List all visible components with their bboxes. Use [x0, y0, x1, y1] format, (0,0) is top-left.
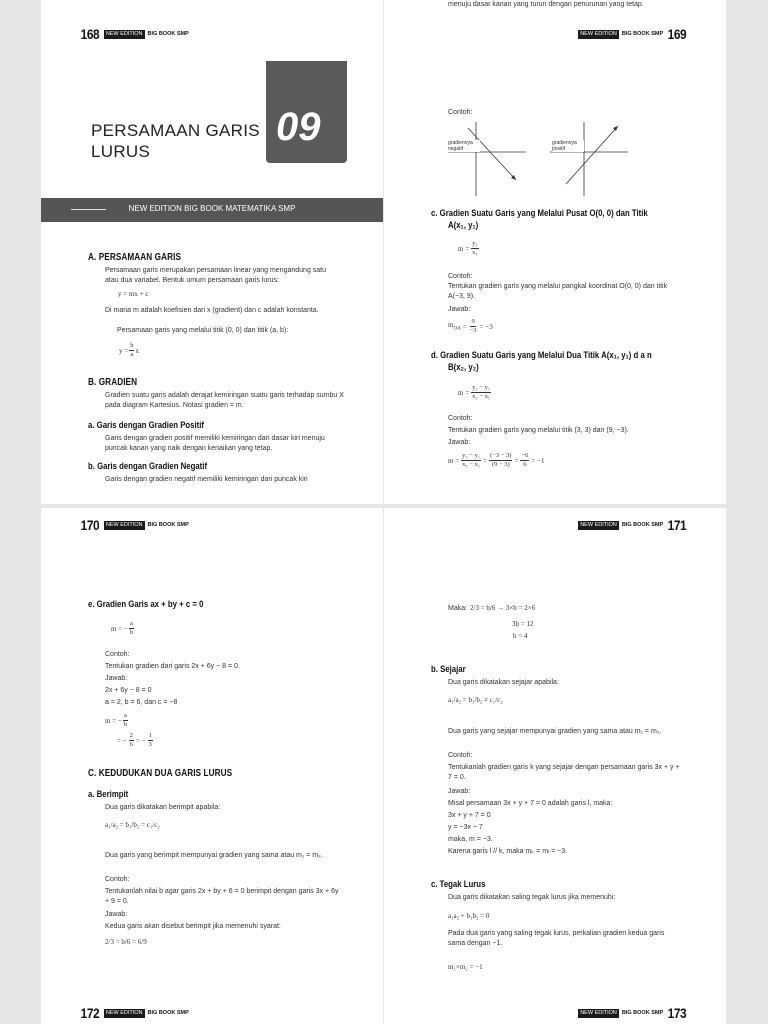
page-number: 171: [667, 517, 687, 533]
section-e-formula: [111, 620, 134, 637]
section-A-equation-1: y = mx + c: [118, 290, 149, 298]
answer-den-2: (9 − 3): [491, 461, 510, 468]
big-book-label: BIG BOOK SMP: [147, 522, 189, 528]
answer-m-letter: m: [448, 321, 454, 330]
section-Ba-title: a. Garis dengan Gradien Positif: [88, 420, 205, 431]
section-e-title: e. Gradien Garis ax + by + c = 0: [88, 599, 204, 610]
page-header-172: [79, 1004, 189, 1022]
line4-num-1: 2: [129, 732, 133, 739]
formula-num: a: [130, 620, 133, 627]
line4-den-1: 6: [129, 741, 133, 748]
section-B-title: B. GRADIEN: [88, 377, 138, 388]
chapter-number: 09: [276, 105, 321, 149]
maka-line-1: 2/3 = b/6 → 3×b = 2×6: [470, 604, 536, 612]
section-b-line-1: 3x + y + 7 = 0: [448, 812, 491, 819]
section-b-title: b. Sejajar: [431, 664, 466, 675]
chapter-number-block: [266, 61, 347, 163]
section-d-title-2: B(x₂, y₂): [448, 362, 479, 373]
section-A-equation-2: [119, 342, 139, 359]
new-edition-label: NEW EDITION: [105, 521, 143, 528]
section-d-contoh: Contoh:: [448, 415, 473, 422]
section-c-title-1: c. Gradien Suatu Garis yang Melalui Pusat O(0, 0) dan Titik: [431, 208, 648, 219]
section-d-answer: [448, 452, 545, 469]
formula-left: m = −: [111, 624, 128, 633]
section-C-title: C. KEDUDUKAN DUA GARIS LURUS: [88, 768, 233, 779]
formula-fraction: [471, 240, 479, 257]
formula-fraction: [129, 620, 134, 637]
formula-den: x₁: [472, 249, 478, 256]
page-number: 172: [80, 1005, 100, 1021]
section-c-formula: [458, 240, 479, 257]
line3-den: b: [123, 721, 128, 728]
new-edition-label: NEW EDITION: [580, 521, 617, 528]
line4-left: = −: [117, 736, 127, 745]
formula-num: y₁: [472, 240, 478, 247]
new-edition-label: NEW EDITION: [580, 30, 617, 37]
section-Bb-title: b. Garis dengan Gradien Negatif: [88, 461, 208, 472]
answer-m: [448, 321, 461, 331]
section-Ca-paragraph-2: Dua garis yang berimpit mempunyai gradien yang sama atau m₁ = m₂.: [105, 852, 323, 859]
chapter-banner: [41, 198, 383, 222]
section-b-line-2: y = −3x − 7: [448, 824, 483, 831]
section-c-condition-2: m₁×m₂ = −1: [448, 963, 483, 971]
section-b-condition: a₁/a₂ = b₁/b₂ ≠ c₁/c₂: [448, 696, 503, 704]
line4-mid: = −: [135, 736, 146, 745]
line3-left: m = −: [105, 716, 122, 725]
section-B-paragraph-1: Gradien suatu garis adalah derajat kemiringan suatu garis terhadap sumbu X pada diagram Kartesius. Notasi gradien = m.: [105, 392, 344, 409]
section-A-paragraph-2: Di mana m adalah koefisien dari x (gradient) dan c adalah konstanta.: [105, 307, 319, 314]
formula-den: x₂ − x₁: [472, 393, 491, 400]
page-number: 170: [80, 517, 100, 533]
big-book-label: BIG BOOK SMP: [621, 31, 664, 37]
section-b-paragraph-2: Dua garis yang sejajar mempunyai gradien yang sama atau m₁ = m₂.: [448, 728, 662, 735]
section-Ca-jawab: Jawab:: [105, 911, 128, 918]
section-Ca-contoh: Contoh:: [105, 876, 130, 883]
section-b-line-4: Karena garis l // k, maka mₖ = mₗ = −3.: [448, 848, 568, 855]
section-d-jawab: Jawab:: [448, 439, 471, 446]
answer-fraction-2: [489, 452, 512, 469]
page-169: [384, 0, 726, 504]
big-book-label: BIG BOOK SMP: [621, 1010, 664, 1016]
section-c-jawab: Jawab:: [448, 306, 471, 313]
eq-den: a: [130, 351, 134, 358]
big-book-label: BIG BOOK SMP: [621, 522, 664, 528]
line4-num-2: 1: [148, 732, 152, 739]
answer-den-1: x₂ − x₁: [462, 461, 481, 468]
section-Ca-paragraph-3: Tentukanlah nilai b agar garis 2x + by + 6 = 0 berimpit dengan garis 3x + 6y + 9 = 0.: [105, 888, 339, 905]
line3-fraction: [123, 712, 128, 729]
answer-left: m =: [448, 456, 460, 465]
page-number: 169: [667, 26, 687, 42]
section-Ca-paragraph-1: Dua garis dikatakan berimpit apabila:: [105, 804, 221, 811]
section-b-line-3: maka, m = −3.: [448, 836, 493, 843]
banner-text: NEW EDITION BIG BOOK MATEMATIKA SMP: [128, 204, 296, 213]
page-number: 173: [667, 1005, 687, 1021]
answer-num-3: −6: [521, 452, 529, 459]
formula-fraction: [471, 384, 491, 401]
section-c-paragraph-2: Pada dua garis yang saling tegak lurus, perkalian gradien kedua garis sama dengan −1.: [448, 930, 665, 947]
section-e-paragraph: Tentukan gradien dari garis 2x + 6y − 8 = 0.: [105, 663, 240, 670]
page-top-continuation: menuju dasar kanan yang turun dengan penurunan yang tetap.: [448, 1, 644, 8]
answer-m-sub: OA: [453, 326, 461, 332]
section-c-title-2: A(x₁, y₁): [448, 220, 479, 231]
section-d-formula: [458, 384, 491, 401]
graph1-label: gradiennya negatif: [448, 140, 480, 152]
section-Ba-paragraph: Garis dengan gradien positif memiliki kemiringan dari dasar kiri menuju puncak kanan yang naik dengan kenaikan yang tetap.: [105, 435, 325, 452]
answer-eq: =: [462, 322, 467, 331]
positive-gradient-graph: [550, 122, 628, 196]
answer-eq-2: =: [514, 456, 519, 465]
new-edition-label: NEW EDITION: [105, 30, 143, 37]
chapter-title-line2: LURUS: [91, 142, 151, 161]
answer-eq-1: =: [483, 456, 488, 465]
section-b-paragraph-3: Tentukanlah gradien garis k yang sejajar dengan persamaan garis 3x + y + 7 = 0.: [448, 764, 680, 781]
section-c-condition: a₁a₂ + b₁b₂ = 0: [448, 912, 490, 920]
maka-label: Maka:: [448, 605, 468, 612]
section-b-paragraph-4: Misal persamaan 3x + y + 7 = 0 adalah garis l, maka:: [448, 800, 613, 807]
section-d-title-1: d. Gradien Suatu Garis yang Melalui Dua Titik A(x₁, y₁) d a n: [431, 350, 652, 361]
answer-num-2: (−3 − 3): [490, 452, 512, 459]
section-e-line-3: [105, 712, 128, 729]
page-header: [578, 25, 688, 43]
eq-right: x: [135, 346, 139, 355]
formula-num: y₂ − y₁: [472, 384, 491, 391]
answer-right: = −1: [531, 456, 545, 465]
section-d-paragraph: Tentukan gradien garis yang melalui titik (3, 3) dan (9, −3).: [448, 427, 629, 434]
section-A-title: A. PERSAMAAN GARIS: [88, 252, 182, 263]
page-header: [578, 516, 688, 534]
page-171: [384, 508, 726, 1024]
negative-gradient-graph: [448, 122, 526, 196]
new-edition-label: NEW EDITION: [105, 1009, 143, 1016]
page-number: 168: [80, 26, 100, 42]
section-c-paragraph-1: Dua garis dikatakan saling tegak lurus jika memenuhi:: [448, 894, 616, 901]
section-e-line-2: a = 2, b = 6, dan c = −8: [105, 699, 178, 706]
line4-den-2: 3: [148, 741, 152, 748]
answer-fraction-3: [520, 452, 529, 469]
line4-fraction-1: [129, 732, 134, 749]
answer-num-1: y₂ − y₁: [462, 452, 481, 459]
chapter-title-line1: PERSAMAAN GARIS: [91, 121, 260, 140]
section-c-title: c. Tegak Lurus: [431, 879, 486, 890]
section-e-line-4: [117, 732, 153, 749]
contoh-label: Contoh:: [448, 109, 473, 116]
section-A-paragraph-3: Persamaan garis yang melalui titik (0, 0) dan titik (a, b):: [117, 327, 289, 334]
answer-right: = −3: [479, 322, 493, 331]
gradient-graphs: [448, 118, 634, 198]
section-b-jawab: Jawab:: [448, 788, 471, 795]
section-c-contoh: Contoh:: [448, 273, 473, 280]
line3-num: a: [124, 712, 127, 719]
answer-num: 9: [471, 318, 475, 325]
page-header-173: [578, 1004, 688, 1022]
section-Bb-paragraph: Garis dengan gradien negatif memiliki kemiringan dari puncak kiri: [105, 476, 308, 483]
section-e-jawab: Jawab:: [105, 675, 128, 682]
maka-line-2: 3b = 12: [512, 620, 534, 628]
graph2-label: gradiennya positif: [552, 140, 584, 152]
line4-fraction-2: [148, 732, 153, 749]
section-b-contoh: Contoh:: [448, 752, 473, 759]
eq-fraction: [129, 342, 134, 359]
section-e-contoh: Contoh:: [105, 651, 130, 658]
section-Ca-condition-2: 2/3 = b/6 = 6/9: [105, 938, 147, 946]
big-book-label: BIG BOOK SMP: [147, 31, 189, 37]
section-c-paragraph: Tentukan gradien garis yang melalui pangkal koordinat O(0, 0) dan titik A(−3, 9).: [448, 283, 668, 300]
chapter-title: [91, 120, 260, 162]
new-edition-label: NEW EDITION: [580, 1009, 617, 1016]
formula-left: m =: [458, 244, 470, 253]
eq-num: b: [130, 342, 134, 349]
section-c-answer: [448, 318, 493, 335]
section-Ca-condition: a₁/a₂ = b₁/b₂ = c₁/c₂: [105, 821, 160, 829]
answer-den-3: 6: [523, 461, 527, 468]
big-book-label: BIG BOOK SMP: [147, 1010, 189, 1016]
section-Ca-title: a. Berimpit: [88, 789, 129, 800]
page-header: [79, 516, 189, 534]
page-170: [41, 508, 383, 1024]
answer-fraction-1: [461, 452, 481, 469]
answer-den: −3: [469, 327, 477, 334]
section-b-paragraph-1: Dua garis dikatakan sejajar apabila:: [448, 679, 559, 686]
section-Ca-paragraph-4: Kedua garis akan disebut berimpit jika memenuhi syarat:: [105, 923, 281, 930]
formula-den: b: [129, 629, 134, 636]
eq-left: y =: [119, 346, 129, 355]
formula-left: m =: [458, 388, 470, 397]
page-168: [41, 0, 383, 504]
answer-fraction: [469, 318, 478, 335]
maka-line-3: b = 4: [513, 632, 528, 640]
section-A-paragraph-1: Persamaan garis merupakan persamaan linear yang mengandung satu atau dua variabel. Bentuk umum persamaan garis lurus:: [105, 267, 327, 284]
page-header: [79, 25, 189, 43]
section-e-line-1: 2x + 6y − 8 = 0: [105, 687, 152, 694]
